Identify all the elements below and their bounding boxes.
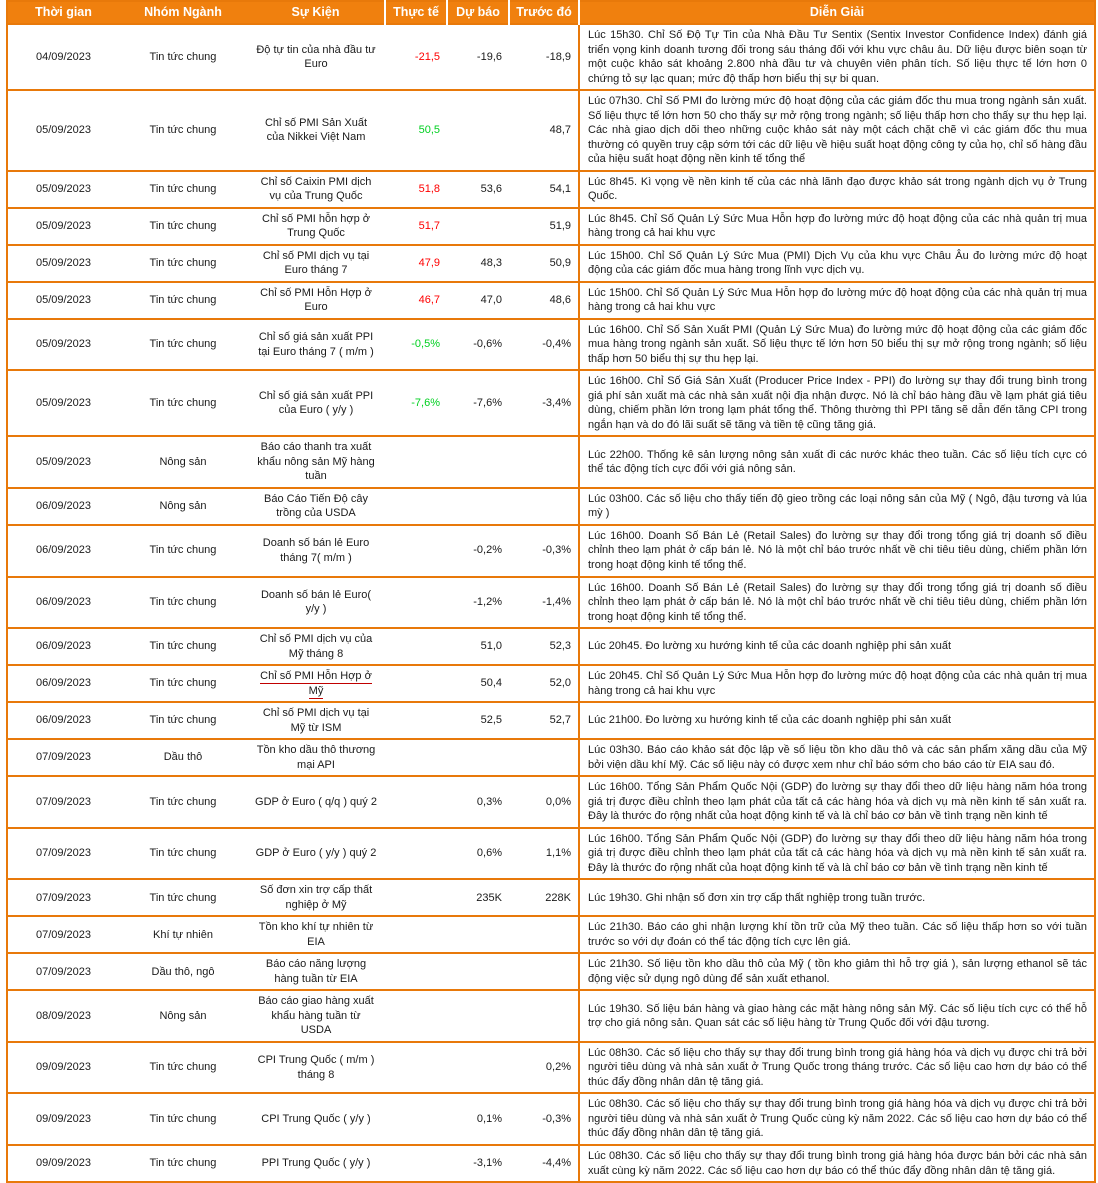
table-row <box>7 828 1095 880</box>
cell-explanation: Lúc 03h30. Báo cáo khảo sát độc lập về số liệu tồn kho dầu thô và các sản phẩm xăng dầu của Mỹ bởi viện dầu khí Mỹ. Các số liệu này có được xem như chỉ báo sớm cho báo cáo từ EIA sau đó. <box>579 739 1095 776</box>
cell-event: Chỉ số PMI hỗn hợp ở Trung Quốc <box>247 208 385 245</box>
cell-date: 05/09/2023 <box>7 171 119 208</box>
cell-group: Tin tức chung <box>119 1145 247 1182</box>
table-row <box>7 739 1095 776</box>
cell-forecast <box>447 90 509 171</box>
cell-previous: -0,4% <box>509 319 579 371</box>
event-table-body <box>7 24 1095 1182</box>
cell-actual <box>385 916 447 953</box>
cell-date: 05/09/2023 <box>7 245 119 282</box>
cell-group: Tin tức chung <box>119 879 247 916</box>
cell-date: 06/09/2023 <box>7 665 119 702</box>
cell-previous: 0,2% <box>509 1042 579 1094</box>
cell-explanation: Lúc 15h00. Chỉ Số Quản Lý Sức Mua Hỗn hợp đo lường mức độ hoạt động của các nhà quản trị mua hàng trong cả hai khu vực <box>579 282 1095 319</box>
cell-group: Tin tức chung <box>119 24 247 90</box>
cell-explanation: Lúc 20h45. Đo lường xu hướng kinh tế của các doanh nghiệp phi sản xuất <box>579 628 1095 665</box>
cell-date: 05/09/2023 <box>7 319 119 371</box>
cell-actual: 46,7 <box>385 282 447 319</box>
cell-forecast: -19,6 <box>447 24 509 90</box>
cell-forecast: 52,5 <box>447 702 509 739</box>
cell-group: Tin tức chung <box>119 776 247 828</box>
cell-actual: -21,5 <box>385 24 447 90</box>
cell-group: Khí tự nhiên <box>119 916 247 953</box>
cell-previous <box>509 990 579 1042</box>
table-row <box>7 953 1095 990</box>
cell-explanation: Lúc 16h00. Chỉ Số Giá Sản Xuất (Producer Price Index - PPI) đo lường sự thay đổi trung bình trong giá phí sản xuất mà các nhà sản xuất nội địa nhận được. Nó là chỉ báo hàng đầu về lạm phát giá tiêu dùng, chiếm phần lớn trong lạm phát tổng thể. Thông thường thì PPI tăng sẽ dẫn đến tăng CPI trong ngắn hạn và do đó lãi suất sẽ tăng và tiền tệ cũng tăng giá. <box>579 370 1095 436</box>
cell-actual <box>385 879 447 916</box>
cell-event: Chỉ số PMI dịch vụ của Mỹ tháng 8 <box>247 628 385 665</box>
table-row <box>7 665 1095 702</box>
cell-explanation: Lúc 21h30. Số liệu tồn kho dầu thô của Mỹ ( tồn kho giảm thì hỗ trợ giá ), sản lượng ethanol sẽ tác động việc sử dụng ngô dùng để sản xuất ethanol. <box>579 953 1095 990</box>
cell-group: Tin tức chung <box>119 525 247 577</box>
cell-forecast: 51,0 <box>447 628 509 665</box>
cell-explanation: Lúc 16h00. Chỉ Số Sản Xuất PMI (Quản Lý Sức Mua) đo lường mức độ hoạt động của các giám đốc mua hàng trong ngành sản xuất. Số liệu thực tế lớn hơn 50 biểu thị sự mở rộng trong ngành; số liệu thấp hơn 50 biểu thị sự thu hẹp lại. <box>579 319 1095 371</box>
cell-event: Báo cáo giao hàng xuất khẩu hàng tuần từ USDA <box>247 990 385 1042</box>
cell-forecast: -0,6% <box>447 319 509 371</box>
cell-date: 09/09/2023 <box>7 1145 119 1182</box>
economic-calendar-table <box>6 0 1096 1183</box>
cell-explanation: Lúc 08h30. Các số liệu cho thấy sự thay đổi trung bình trong giá hàng hóa được bán bởi các nhà sản xuất cùng kỳ năm 2022. Các số liệu cao hơn dự báo có thể thúc đẩy đồng nhân dân tệ tăng giá. <box>579 1145 1095 1182</box>
cell-event: Độ tự tin của nhà đầu tư Euro <box>247 24 385 90</box>
cell-explanation: Lúc 20h45. Chỉ Số Quản Lý Sức Mua Hỗn hợp đo lường mức độ hoạt động của các nhà quản trị mua hàng trong cả hai khu vực <box>579 665 1095 702</box>
cell-event: Chỉ số PMI Hỗn Hợp ở Mỹ <box>247 665 385 702</box>
cell-forecast: -3,1% <box>447 1145 509 1182</box>
cell-forecast: 47,0 <box>447 282 509 319</box>
cell-explanation: Lúc 16h00. Tổng Sản Phẩm Quốc Nội (GDP) đo lường sự thay đổi theo dữ liệu hàng năm hóa trong giá trị được điều chỉnh theo lạm phát của tất cả các hàng hóa và dịch vụ mà nền kinh tế sản xuất ra. Đây là thước đo rộng nhất của hoạt động kinh tế và là chỉ báo cơ bản về tình trạng nền kinh tế <box>579 828 1095 880</box>
table-row <box>7 370 1095 436</box>
cell-date: 07/09/2023 <box>7 828 119 880</box>
cell-forecast: -7,6% <box>447 370 509 436</box>
cell-previous: 50,9 <box>509 245 579 282</box>
cell-explanation: Lúc 16h00. Doanh Số Bán Lẻ (Retail Sales) đo lường sự thay đổi trong tổng giá trị doanh số điều chỉnh theo lạm phát ở cấp bán lẻ. Nó là một chỉ báo trước nhất về chi tiêu tiêu dùng, chiếm phần lớn trong hoạt động kinh tế tổng thể. <box>579 577 1095 629</box>
cell-actual <box>385 488 447 525</box>
cell-actual <box>385 990 447 1042</box>
cell-group: Tin tức chung <box>119 245 247 282</box>
cell-date: 05/09/2023 <box>7 208 119 245</box>
cell-previous: 0,0% <box>509 776 579 828</box>
cell-event: Tồn kho dầu thô thương mại API <box>247 739 385 776</box>
cell-event: Số đơn xin trợ cấp thất nghiệp ở Mỹ <box>247 879 385 916</box>
cell-actual <box>385 828 447 880</box>
table-row <box>7 577 1095 629</box>
cell-forecast <box>447 488 509 525</box>
cell-actual: -7,6% <box>385 370 447 436</box>
cell-actual <box>385 1145 447 1182</box>
cell-actual: 51,7 <box>385 208 447 245</box>
cell-explanation: Lúc 8h45. Kì vọng về nền kinh tế của các nhà lãnh đạo được khảo sát trong ngành dịch vụ ở Trung Quốc. <box>579 171 1095 208</box>
table-row <box>7 1093 1095 1145</box>
cell-previous: -1,4% <box>509 577 579 629</box>
cell-forecast: 0,1% <box>447 1093 509 1145</box>
cell-previous: 51,9 <box>509 208 579 245</box>
cell-date: 06/09/2023 <box>7 577 119 629</box>
cell-date: 06/09/2023 <box>7 628 119 665</box>
table-header <box>7 1 1095 24</box>
table-row <box>7 24 1095 90</box>
cell-actual <box>385 628 447 665</box>
cell-previous: 48,7 <box>509 90 579 171</box>
table-row <box>7 879 1095 916</box>
cell-forecast: -1,2% <box>447 577 509 629</box>
cell-previous: 52,0 <box>509 665 579 702</box>
cell-event: Doanh số bán lẻ Euro tháng 7( m/m ) <box>247 525 385 577</box>
table-row <box>7 319 1095 371</box>
cell-explanation: Lúc 07h30. Chỉ Số PMI đo lường mức độ hoạt động của các giám đốc thu mua trong ngành sản xuất. Số liệu thực tế lớn hơn 50 cho thấy sự mở rộng trong ngành; số liệu thấp hơn cho thấy sự thu hẹp lại. Các nhà giao dịch dõi theo những cuộc khảo sát này một cách chặt chẽ vì các giám đốc thu mua thường có quyền truy cập sớm tới các dữ liệu về hiệu suất hoạt động công ty của họ, chỉ số hàng đầu của hiệu suất hoạt động nền kinh tế tổng thể <box>579 90 1095 171</box>
cell-event: CPI Trung Quốc ( m/m ) tháng 8 <box>247 1042 385 1094</box>
cell-actual <box>385 776 447 828</box>
cell-forecast: -0,2% <box>447 525 509 577</box>
cell-date: 07/09/2023 <box>7 916 119 953</box>
cell-date: 05/09/2023 <box>7 370 119 436</box>
cell-previous: -3,4% <box>509 370 579 436</box>
cell-actual: 50,5 <box>385 90 447 171</box>
cell-date: 04/09/2023 <box>7 24 119 90</box>
cell-previous <box>509 488 579 525</box>
cell-event: Chỉ số PMI dịch vụ tại Mỹ từ ISM <box>247 702 385 739</box>
cell-forecast: 48,3 <box>447 245 509 282</box>
column-header-time: Thời gian <box>7 1 119 24</box>
cell-explanation: Lúc 16h00. Tổng Sản Phẩm Quốc Nội (GDP) đo lường sự thay đổi theo dữ liệu hàng năm hóa trong giá trị được điều chỉnh theo lạm phát của tất cả các hàng hóa và dịch vụ mà nền kinh tế sản xuất ra. Đây là thước đo rộng nhất của hoạt động kinh tế và là chỉ báo cơ bản về tình trạng nền kinh tế <box>579 776 1095 828</box>
cell-group: Tin tức chung <box>119 319 247 371</box>
cell-previous <box>509 916 579 953</box>
cell-event: Chỉ số PMI Sản Xuất của Nikkei Việt Nam <box>247 90 385 171</box>
table-row <box>7 488 1095 525</box>
table-row <box>7 628 1095 665</box>
cell-forecast: 235K <box>447 879 509 916</box>
cell-date: 07/09/2023 <box>7 739 119 776</box>
cell-explanation: Lúc 15h00. Chỉ Số Quản Lý Sức Mua (PMI) Dịch Vụ của khu vực Châu Âu đo lường mức độ hoạt động của các giám đốc mua hàng trong lĩnh vực dịch vụ. <box>579 245 1095 282</box>
cell-forecast: 0,3% <box>447 776 509 828</box>
cell-explanation: Lúc 8h45. Chỉ Số Quản Lý Sức Mua Hỗn hợp đo lường mức độ hoạt động của các nhà quản trị mua hàng trong cả hai khu vực <box>579 208 1095 245</box>
cell-forecast <box>447 1042 509 1094</box>
cell-group: Tin tức chung <box>119 370 247 436</box>
cell-group: Tin tức chung <box>119 665 247 702</box>
cell-forecast <box>447 916 509 953</box>
cell-previous: -0,3% <box>509 1093 579 1145</box>
cell-previous: 52,7 <box>509 702 579 739</box>
cell-forecast <box>447 208 509 245</box>
cell-event: PPI Trung Quốc ( y/y ) <box>247 1145 385 1182</box>
column-header-forecast: Dự báo <box>447 1 509 24</box>
cell-previous: 54,1 <box>509 171 579 208</box>
cell-explanation: Lúc 08h30. Các số liệu cho thấy sự thay đổi trung bình trong giá hàng hóa và dịch vụ được chi trả bởi người tiêu dùng và nhà sản xuất ở Trung Quốc trong tháng trước. Các số liệu cao hơn dự báo có thể thúc đẩy đồng nhân dân tệ tăng giá. <box>579 1042 1095 1094</box>
cell-group: Tin tức chung <box>119 282 247 319</box>
cell-group: Tin tức chung <box>119 1093 247 1145</box>
column-header-actual: Thực tế <box>385 1 447 24</box>
cell-previous: 48,6 <box>509 282 579 319</box>
cell-event: CPI Trung Quốc ( y/y ) <box>247 1093 385 1145</box>
cell-date: 07/09/2023 <box>7 879 119 916</box>
cell-explanation: Lúc 03h00. Các số liệu cho thấy tiến độ gieo trồng các loại nông sản của Mỹ ( Ngô, đậu tương và lúa mỳ ) <box>579 488 1095 525</box>
cell-date: 08/09/2023 <box>7 990 119 1042</box>
cell-event: Chỉ số Caixin PMI dịch vụ của Trung Quốc <box>247 171 385 208</box>
table-row <box>7 208 1095 245</box>
table-row <box>7 245 1095 282</box>
cell-date: 05/09/2023 <box>7 90 119 171</box>
cell-date: 06/09/2023 <box>7 525 119 577</box>
cell-explanation: Lúc 19h30. Số liệu bán hàng và giao hàng các mặt hàng nông sản Mỹ. Các số liệu tích cực có thể hỗ trợ cho giá nông sản. Quan sát các số liệu hàng từ Trung Quốc đối với đậu tương. <box>579 990 1095 1042</box>
cell-previous <box>509 436 579 488</box>
table-row <box>7 436 1095 488</box>
cell-actual <box>385 1093 447 1145</box>
cell-previous: 228K <box>509 879 579 916</box>
cell-actual <box>385 702 447 739</box>
cell-event: Chỉ số giá sản xuất PPI tại Euro tháng 7 ( m/m ) <box>247 319 385 371</box>
cell-forecast <box>447 739 509 776</box>
cell-group: Dầu thô, ngô <box>119 953 247 990</box>
table-row <box>7 776 1095 828</box>
cell-explanation: Lúc 15h30. Chỉ Số Độ Tự Tin của Nhà Đầu Tư Sentix (Sentix Investor Confidence Index) đánh giá triển vọng kinh doanh tương đối trong sáu tháng đối với khu vực châu âu. Dữ liệu được biên soạn từ một cuộc khảo sát khoảng 2.800 nhà đầu tư và chuyên viên phân tích. Số liệu thực tế lớn hơn 0 chứng tỏ sự lạc quan; mức độ thấp hơn biểu thị sự bi quan. <box>579 24 1095 90</box>
cell-group: Tin tức chung <box>119 628 247 665</box>
cell-group: Tin tức chung <box>119 90 247 171</box>
table-row <box>7 990 1095 1042</box>
cell-previous: 52,3 <box>509 628 579 665</box>
cell-group: Dầu thô <box>119 739 247 776</box>
cell-date: 07/09/2023 <box>7 776 119 828</box>
cell-actual <box>385 1042 447 1094</box>
table-row <box>7 171 1095 208</box>
cell-explanation: Lúc 08h30. Các số liệu cho thấy sự thay đổi trung bình trong giá hàng hóa và dịch vụ được chi trả bởi người tiêu dùng và nhà sản xuất ở Trung Quốc cùng kỳ năm 2022. Các số liệu cao hơn dự báo có thể thúc đẩy đồng nhân dân tệ tăng giá. <box>579 1093 1095 1145</box>
cell-group: Tin tức chung <box>119 171 247 208</box>
cell-event: GDP ở Euro ( q/q ) quý 2 <box>247 776 385 828</box>
cell-previous: -4,4% <box>509 1145 579 1182</box>
cell-previous <box>509 953 579 990</box>
cell-actual <box>385 525 447 577</box>
table-row <box>7 525 1095 577</box>
cell-previous: -18,9 <box>509 24 579 90</box>
cell-event: GDP ở Euro ( y/y ) quý 2 <box>247 828 385 880</box>
cell-group: Nông sản <box>119 488 247 525</box>
column-header-explanation: Diễn Giải <box>579 1 1095 24</box>
cell-forecast <box>447 436 509 488</box>
cell-previous: -0,3% <box>509 525 579 577</box>
cell-previous: 1,1% <box>509 828 579 880</box>
cell-event: Chỉ số giá sản xuất PPI của Euro ( y/y ) <box>247 370 385 436</box>
cell-event: Tồn kho khí tự nhiên từ EIA <box>247 916 385 953</box>
cell-date: 07/09/2023 <box>7 953 119 990</box>
cell-actual <box>385 953 447 990</box>
cell-date: 06/09/2023 <box>7 488 119 525</box>
cell-forecast: 53,6 <box>447 171 509 208</box>
cell-explanation: Lúc 22h00. Thống kê sản lượng nông sản xuất đi các nước khác theo tuần. Các số liệu tích cực có thể tác động tích cực đối với giá nông sản. <box>579 436 1095 488</box>
cell-event: Chỉ số PMI dịch vụ tại Euro tháng 7 <box>247 245 385 282</box>
cell-explanation: Lúc 19h30. Ghi nhận số đơn xin trợ cấp thất nghiệp trong tuần trước. <box>579 879 1095 916</box>
cell-group: Tin tức chung <box>119 208 247 245</box>
cell-date: 05/09/2023 <box>7 282 119 319</box>
cell-date: 06/09/2023 <box>7 702 119 739</box>
cell-previous <box>509 739 579 776</box>
cell-actual: 51,8 <box>385 171 447 208</box>
cell-explanation: Lúc 16h00. Doanh Số Bán Lẻ (Retail Sales) đo lường sự thay đổi trong tổng giá trị doanh số điều chỉnh theo lạm phát ở cấp bán lẻ. Nó là một chỉ báo trước nhất về chi tiêu tiêu dùng, chiếm phần lớn trong hoạt động kinh tế tổng thể. <box>579 525 1095 577</box>
cell-group: Nông sản <box>119 990 247 1042</box>
cell-group: Nông sản <box>119 436 247 488</box>
cell-date: 05/09/2023 <box>7 436 119 488</box>
cell-actual: 47,9 <box>385 245 447 282</box>
cell-event: Báo cáo thanh tra xuất khẩu nông sản Mỹ hàng tuần <box>247 436 385 488</box>
table-row <box>7 1042 1095 1094</box>
cell-forecast <box>447 990 509 1042</box>
cell-explanation: Lúc 21h30. Báo cáo ghi nhận lượng khí tồn trữ của Mỹ theo tuần. Các số liệu thấp hơn so với tuần trước so với dự đoán có thể tác động tích cực lên giá. <box>579 916 1095 953</box>
table-row <box>7 916 1095 953</box>
table-row <box>7 90 1095 171</box>
cell-date: 09/09/2023 <box>7 1093 119 1145</box>
table-row <box>7 702 1095 739</box>
cell-actual <box>385 436 447 488</box>
column-header-group: Nhóm Ngành <box>119 1 247 24</box>
cell-actual <box>385 739 447 776</box>
cell-date: 09/09/2023 <box>7 1042 119 1094</box>
cell-event: Chỉ số PMI Hỗn Hợp ở Euro <box>247 282 385 319</box>
cell-group: Tin tức chung <box>119 702 247 739</box>
column-header-event: Sự Kiện <box>247 1 385 24</box>
cell-actual <box>385 665 447 702</box>
cell-actual <box>385 577 447 629</box>
cell-forecast: 50,4 <box>447 665 509 702</box>
cell-event: Báo Cáo Tiến Độ cây trồng của USDA <box>247 488 385 525</box>
cell-event: Doanh số bán lẻ Euro( y/y ) <box>247 577 385 629</box>
cell-event: Báo cáo năng lượng hàng tuần từ EIA <box>247 953 385 990</box>
table-row <box>7 1145 1095 1182</box>
column-header-previous: Trước đó <box>509 1 579 24</box>
cell-forecast: 0,6% <box>447 828 509 880</box>
cell-group: Tin tức chung <box>119 577 247 629</box>
cell-group: Tin tức chung <box>119 828 247 880</box>
cell-forecast <box>447 953 509 990</box>
table-row <box>7 282 1095 319</box>
cell-group: Tin tức chung <box>119 1042 247 1094</box>
cell-actual: -0,5% <box>385 319 447 371</box>
cell-explanation: Lúc 21h00. Đo lường xu hướng kinh tế của các doanh nghiệp phi sản xuất <box>579 702 1095 739</box>
